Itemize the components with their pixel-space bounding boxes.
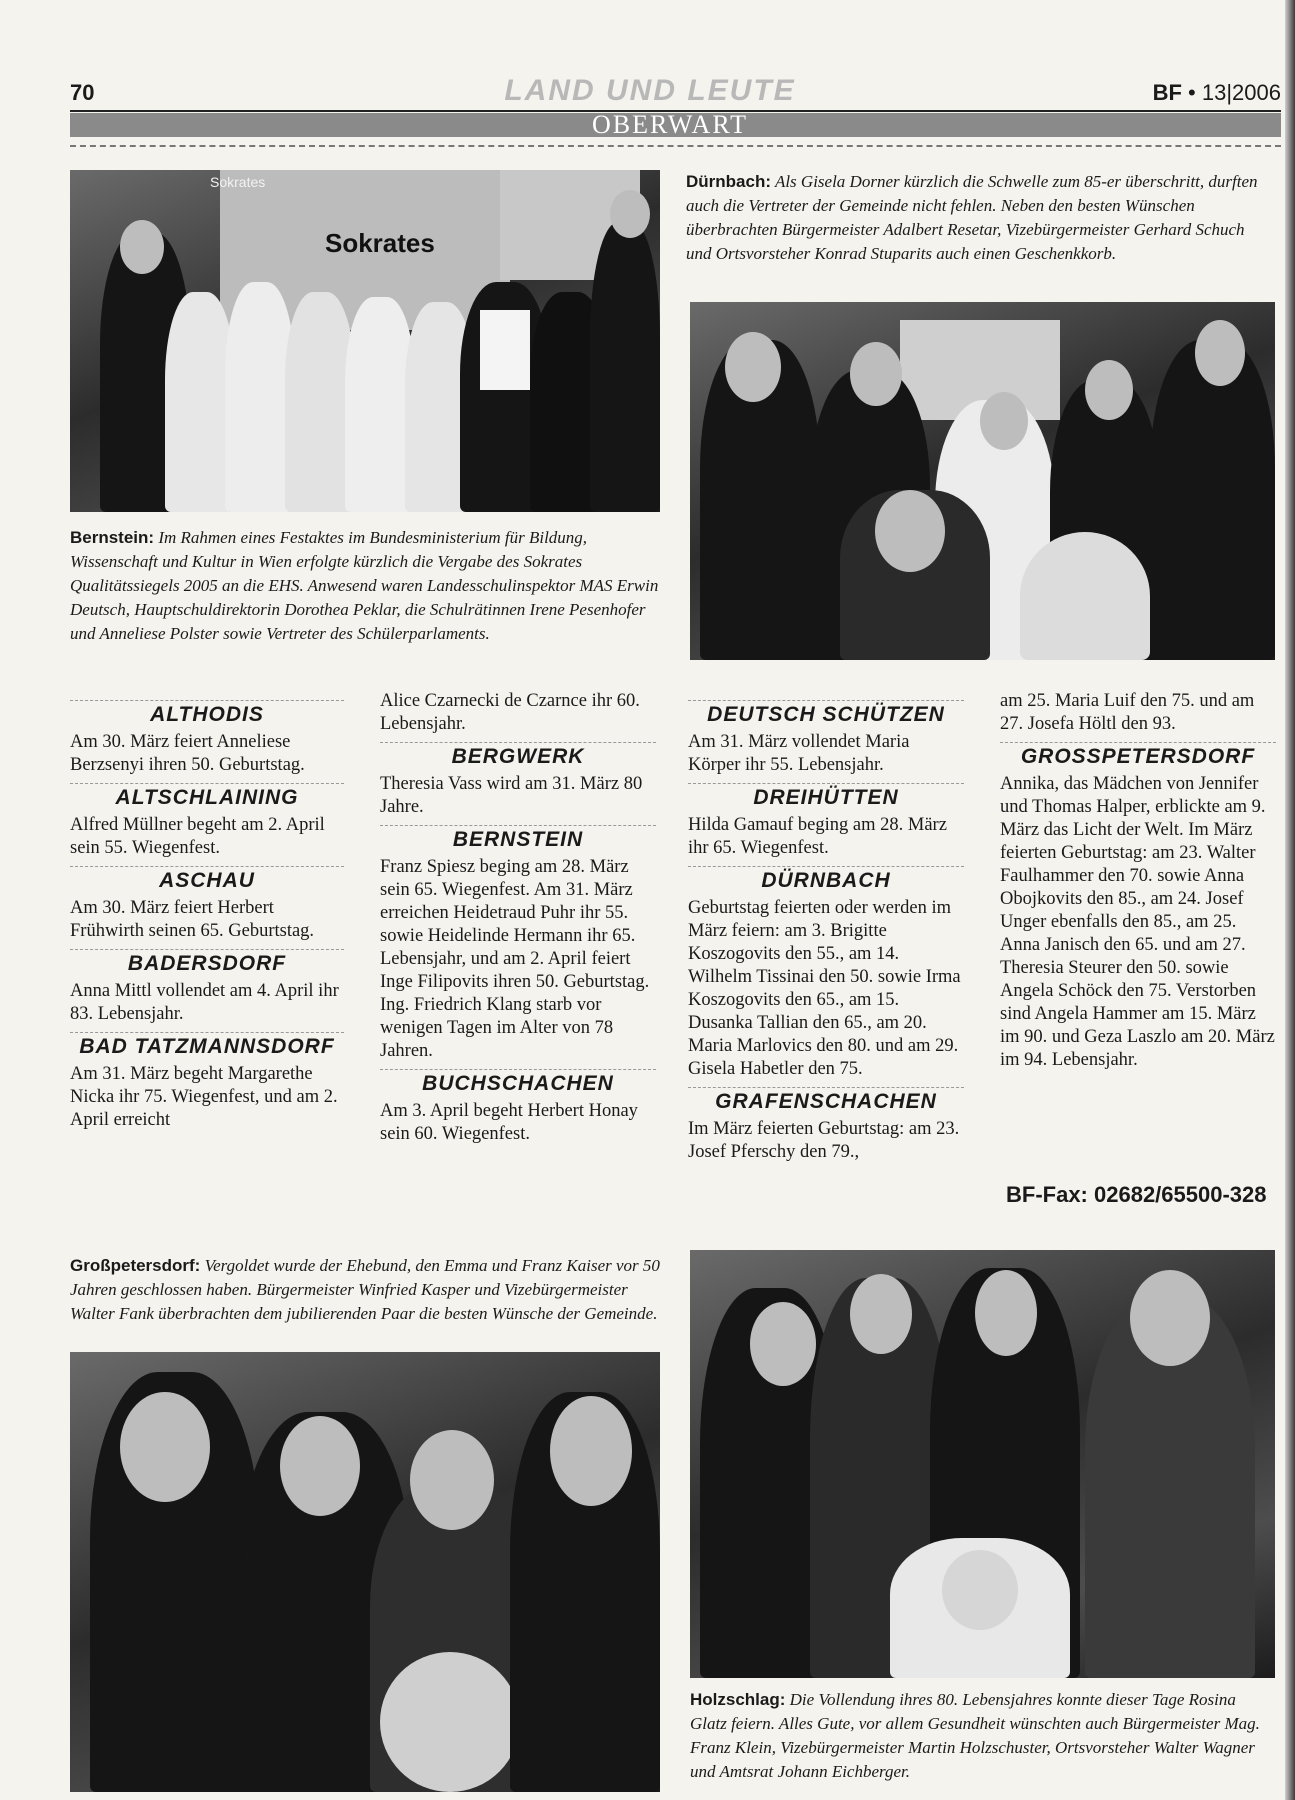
fax-number: BF-Fax: 02682/65500-328	[1006, 1182, 1267, 1207]
village-notice: Am 31. März vollendet Maria Körper ihr 55. Lebensjahr.	[688, 732, 910, 775]
caption-place: Großpetersdorf:	[70, 1256, 201, 1275]
caption-place: Dürnbach:	[686, 172, 771, 191]
village-heading: BUCHSCHACHEN	[380, 1069, 656, 1097]
issue-separator: •	[1188, 80, 1196, 105]
photo-grosspetersdorf-golden-wedding	[70, 1352, 660, 1792]
photo-duernbach-birthday	[690, 302, 1275, 660]
photo-holzschlag-birthday	[690, 1250, 1275, 1678]
caption-grosspetersdorf	[70, 1254, 660, 1326]
page-binding-edge	[1285, 0, 1295, 1800]
village-heading: GRAFENSCHACHEN	[688, 1087, 964, 1115]
village-heading: BERGWERK	[380, 742, 656, 770]
village-heading: ALTHODIS	[70, 700, 344, 728]
village-heading: DÜRNBACH	[688, 866, 964, 894]
village-notice: Am 30. März feiert Anneliese Berzsenyi ihren 50. Geburtstag.	[70, 732, 305, 775]
caption-bernstein	[70, 526, 660, 646]
village-notice: Im März feierten Geburtstag: am 23. Josef Pferschy den 79.,	[688, 1119, 960, 1162]
photo-bernstein-ceremony	[70, 170, 660, 512]
village-notice: Annika, das Mädchen von Jennifer und Thomas Halper, erblickte am 9. März das Licht der Welt. Im März feierten Geburtstag: am 23. Walter Faulhammer den 70. sowie Anna Obojkovits den 85., am 24. Josef Unger ebenfalls den 85., am 25. Anna Janisch den 65. und am 27. Theresia Steurer den 50. sowie Angela Schöck den 75. Verstorben sind Angela Hammer am 15. März im 90. und Geza Laszlo am 20. März im 94. Lebensjahr.	[1000, 774, 1275, 1070]
caption-text: Die Vollendung ihres 80. Lebensjahres konnte dieser Tage Rosina Glatz feiern. Alles Gute, vor allem Gesundheit wünschten auch Bürgermeister Mag. Franz Klein, Vizebürgermeister Martin Holzschuster, Ortsvorsteher Walter Wagner und Amtsrat Johann Eichberger.	[690, 1690, 1260, 1781]
caption-text: Als Gisela Dorner kürzlich die Schwelle zum 85-er überschritt, durften auch die Vertreter der Gemeinde nicht fehlen. Neben den besten Wünschen überbrachten Bürgermeister Adalbert Resetar, Vizebürgermeister Gerhard Schuch und Ortsvorsteher Konrad Stuparits auch einen Geschenkkorb.	[686, 172, 1258, 263]
village-notice: Hilda Gamauf beging am 28. März ihr 65. Wiegenfest.	[688, 815, 947, 858]
village-notice: Theresia Vass wird am 31. März 80 Jahre.	[380, 774, 643, 817]
village-notice: Anna Mittl vollendet am 4. April ihr 83. Lebensjahr.	[70, 981, 339, 1024]
village-heading: ASCHAU	[70, 866, 344, 894]
caption-duernbach	[686, 170, 1266, 266]
photo-banner-text: Sokrates	[325, 228, 435, 258]
village-notice: Am 3. April begeht Herbert Honay sein 60. Wiegenfest.	[380, 1101, 638, 1144]
header-dashed-divider	[70, 145, 1281, 147]
region-label: OBERWART	[591, 110, 748, 139]
column-3	[688, 694, 964, 1164]
column-lead-text: am 25. Maria Luif den 75. und am 27. Josefa Höltl den 93.	[1000, 691, 1255, 734]
column-lead-text: Alice Czarnecki de Czarnce ihr 60. Lebensjahr.	[380, 691, 640, 734]
column-2	[380, 690, 656, 1146]
issue-info	[1153, 80, 1281, 106]
village-heading: ALTSCHLAINING	[70, 783, 344, 811]
caption-place: Bernstein:	[70, 528, 155, 547]
page-number: 70	[70, 80, 95, 105]
village-notice: Am 31. März begeht Margarethe Nicka ihr 75. Wiegenfest, und am 2. April erreicht	[70, 1064, 338, 1130]
village-notice: Alfred Müllner begeht am 2. April sein 55. Wiegenfest.	[70, 815, 325, 858]
caption-place: Holzschlag:	[690, 1690, 786, 1709]
village-notice: Geburtstag feierten oder werden im März feiern: am 3. Brigitte Koszogovits den 55., am 14. Wilhelm Tissinai den 50. sowie Irma Koszogovits den 65., am 15. Dusanka Tallian den 65., am 20. Maria Marlovics den 80. und am 29. Gisela Habetler den 75.	[688, 898, 961, 1079]
column-4	[1000, 690, 1276, 1072]
issue-number: 13|2006	[1201, 80, 1281, 105]
photo-sign-text: Sokrates	[210, 174, 266, 190]
village-heading: DEUTSCH SCHÜTZEN	[688, 700, 964, 728]
caption-holzschlag	[690, 1688, 1270, 1784]
caption-text: Im Rahmen eines Festaktes im Bundesministerium für Bildung, Wissenschaft und Kultur in Wien erfolgte kürzlich die Vergabe des Sokrates Qualitätssiegels 2005 an die EHS. Anwesend waren Landesschulinspektor MAS Erwin Deutsch, Hauptschuldirektorin Dorothea Peklar, die Schulrätinnen Irene Pesenhofer und Anneliese Polster sowie Vertreter des Schülerparlaments.	[70, 528, 659, 643]
village-notice: Franz Spiesz beging am 28. März sein 65. Wiegenfest. Am 31. März erreichen Heidetraud Puhr ihr 55. sowie Heidelinde Hermann ihr 65. Lebensjahr, und am 2. April feiert Inge Filipovits ihren 50. Geburtstag. Ing. Friedrich Klang starb vor wenigen Tagen im Alter von 78 Jahren.	[380, 857, 650, 1061]
publication-name: BF	[1152, 80, 1182, 105]
village-heading: DREIHÜTTEN	[688, 783, 964, 811]
caption-text: Vergoldet wurde der Ehebund, den Emma und Franz Kaiser vor 50 Jahren geschlossen haben. Bürgermeister Winfried Kasper und Vizebürgermeister Walter Fank überbrachten dem jubilierenden Paar die besten Wünsche der Gemeinde.	[70, 1256, 660, 1323]
section-title: LAND UND LEUTE	[504, 74, 796, 107]
village-heading: BAD TATZMANNSDORF	[70, 1032, 344, 1060]
village-heading: BERNSTEIN	[380, 825, 656, 853]
village-heading: BADERSDORF	[70, 949, 344, 977]
column-1	[70, 694, 344, 1132]
village-notice: Am 30. März feiert Herbert Frühwirth seinen 65. Geburtstag.	[70, 898, 315, 941]
village-heading: GROSSPETERSDORF	[1000, 742, 1276, 770]
